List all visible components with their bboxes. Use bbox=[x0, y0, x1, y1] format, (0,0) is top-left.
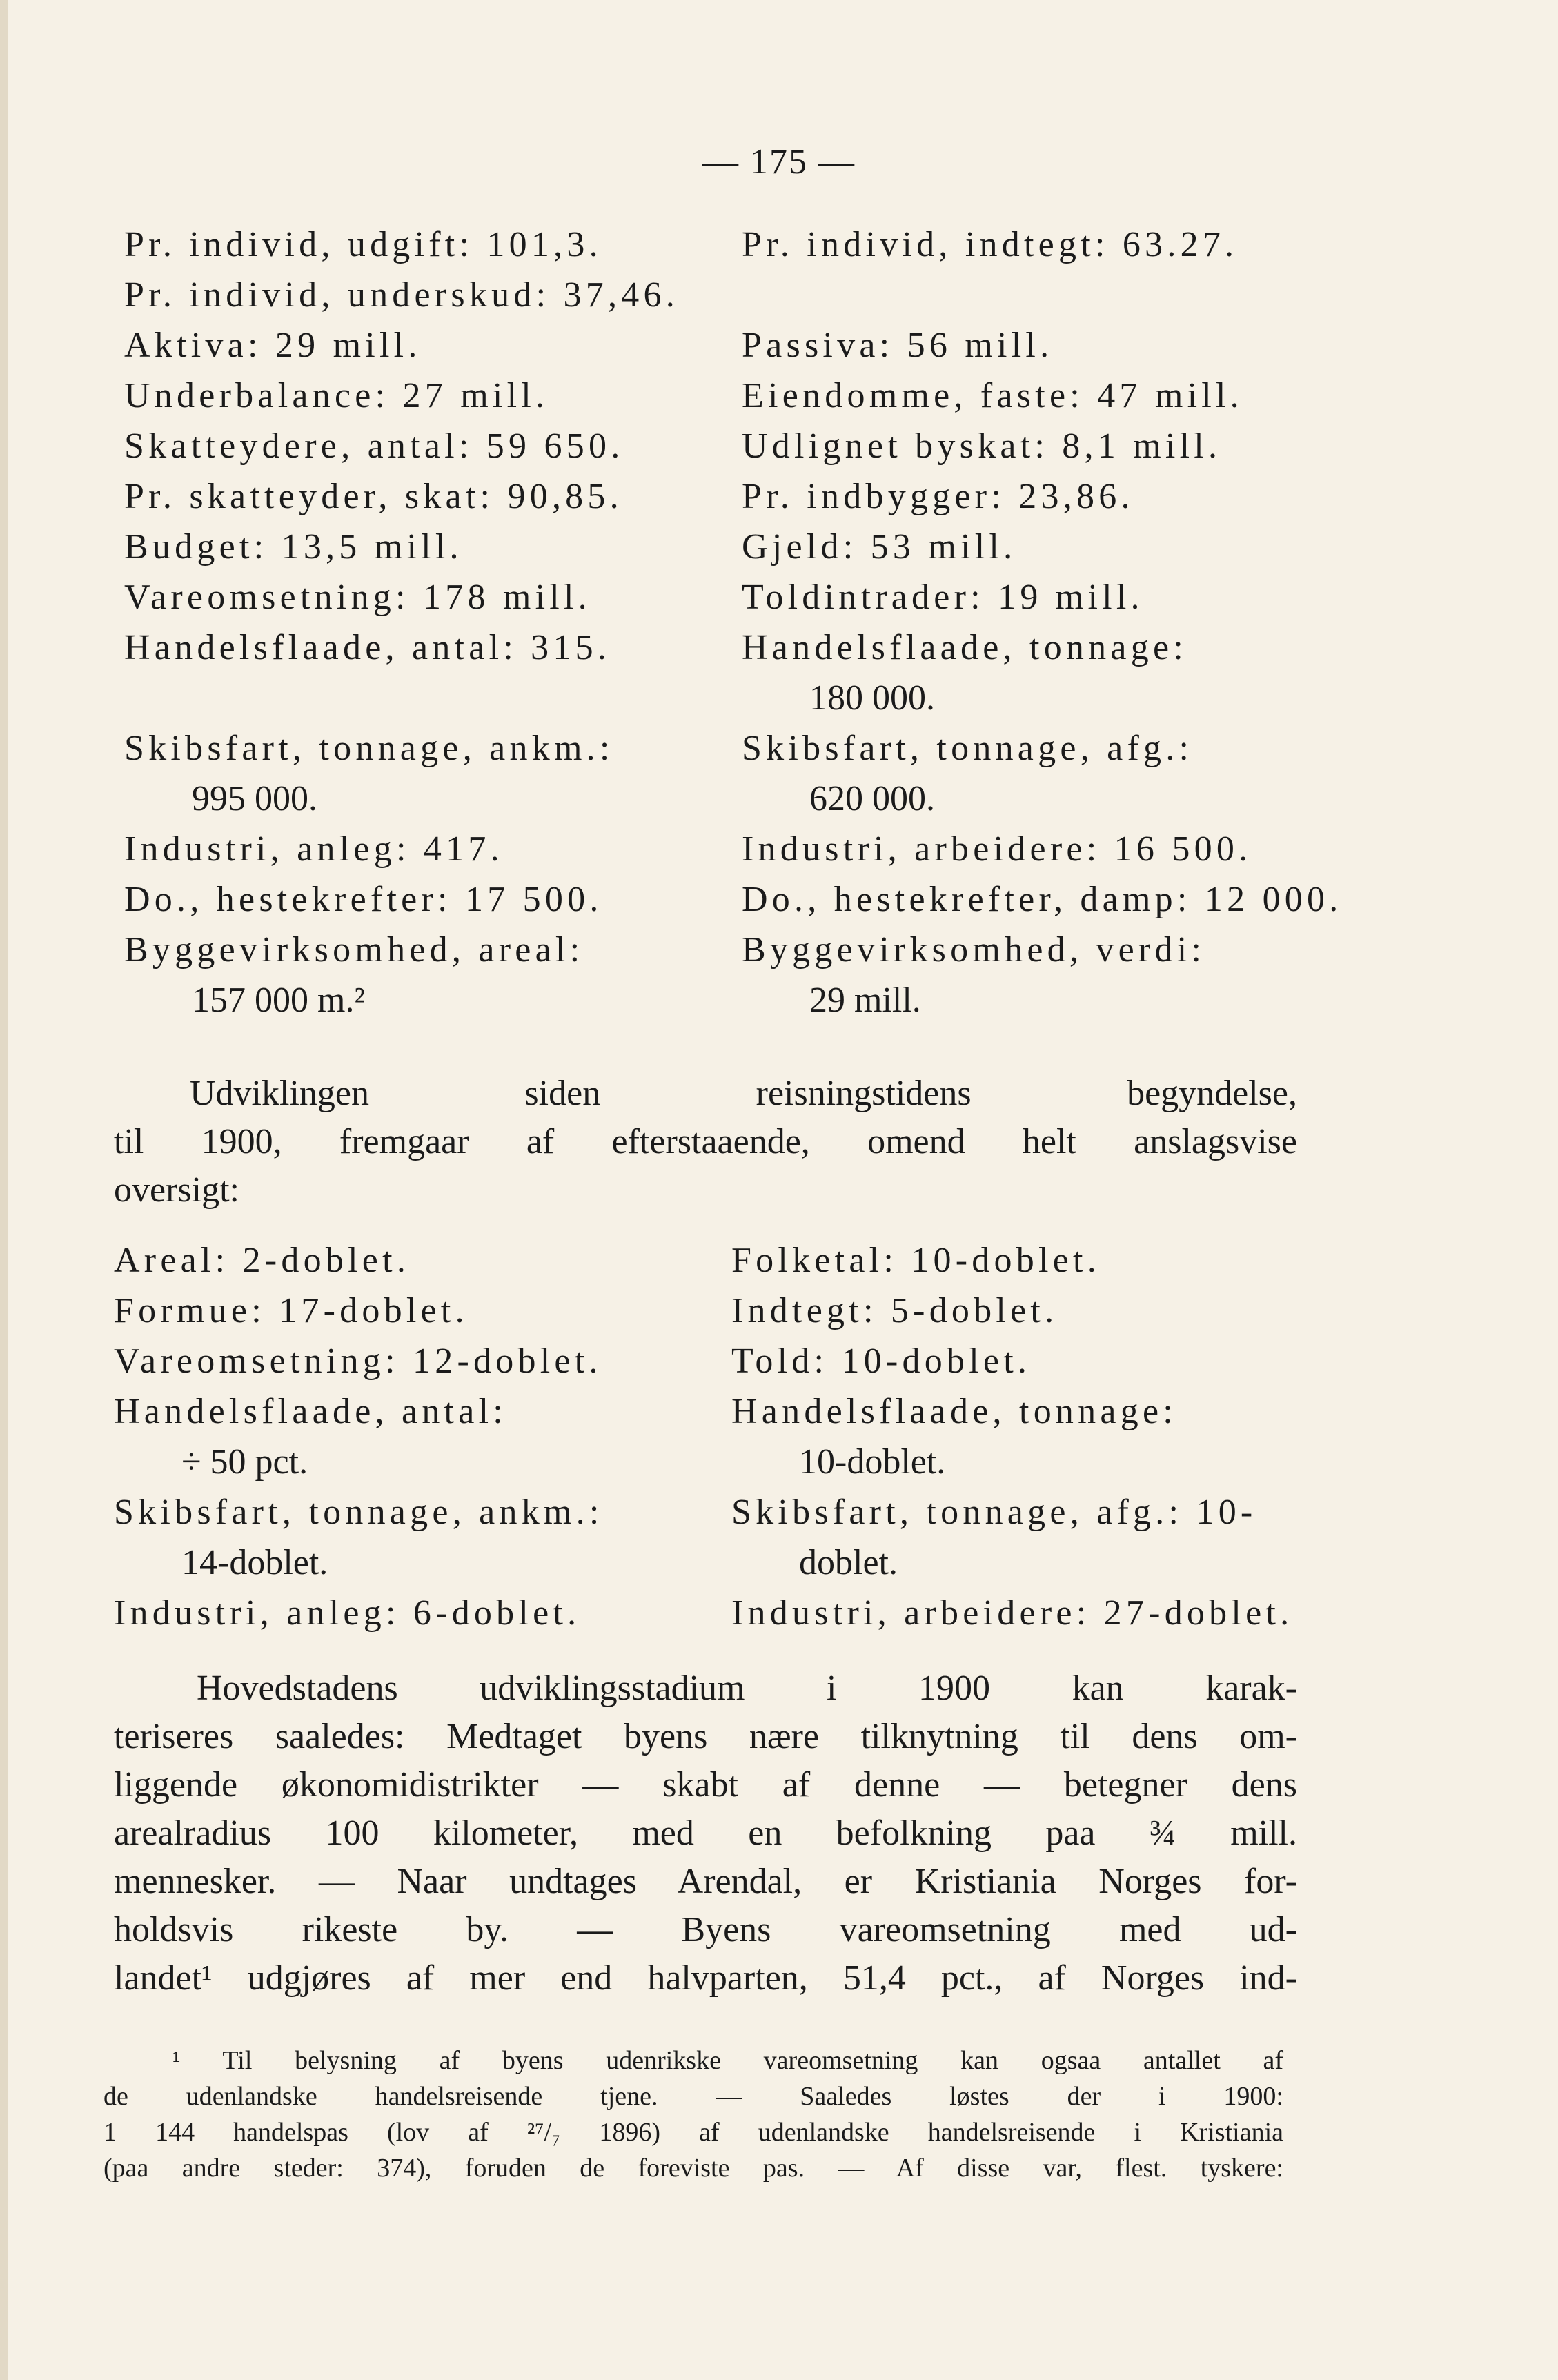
footnote-line: ¹ Til belysning af byens udenrikske vareomsetning kan ogsaa antallet af bbox=[172, 2046, 1283, 2075]
stat-line: Handelsflaade, antal: 315. bbox=[124, 628, 611, 667]
growth-line: Areal: 2-doblet. bbox=[114, 1241, 411, 1280]
stat-line: Passiva: 56 mill. bbox=[742, 326, 1054, 365]
stat-line: Industri, anleg: 417. bbox=[124, 829, 504, 869]
stats-left-column bbox=[124, 219, 679, 1025]
body-paragraph bbox=[114, 1664, 1297, 2003]
growth-line: Handelsflaade, antal: bbox=[114, 1392, 507, 1431]
stat-line: Byggevirksomhed, verdi: bbox=[742, 930, 1206, 970]
growth-line: 14-doblet. bbox=[181, 1543, 328, 1582]
growth-line: doblet. bbox=[799, 1543, 898, 1582]
footnote-line: de udenlandske handelsreisende tjene. — Saaledes løstes der i 1900: bbox=[103, 2082, 1283, 2111]
page-number: — 175 — bbox=[702, 142, 856, 181]
stat-gap bbox=[124, 673, 679, 723]
growth-left-column bbox=[114, 1235, 604, 1638]
footnote-line: (paa andre steder: 374), foruden de foreviste pas. — Af disse var, flest. tyskere: bbox=[103, 2154, 1283, 2183]
stat-line: Pr. individ, udgift: 101,3. bbox=[124, 225, 602, 264]
stat-line: Udlignet byskat: 8,1 mill. bbox=[742, 426, 1222, 466]
stat-line: Budget: 13,5 mill. bbox=[124, 527, 463, 567]
growth-line: Indtegt: 5-doblet. bbox=[731, 1291, 1058, 1330]
growth-line: Skibsfart, tonnage, afg.: 10- bbox=[731, 1493, 1257, 1532]
body-line: teriseres saaledes: Medtaget byens nære tilknytning til dens om- bbox=[114, 1717, 1297, 1756]
growth-line: Skibsfart, tonnage, ankm.: bbox=[114, 1493, 604, 1532]
stats-right-column bbox=[742, 219, 1343, 1025]
intro-line: Udviklingen siden reisningstidens begyndelse, bbox=[190, 1074, 1297, 1113]
stat-line: Handelsflaade, tonnage: bbox=[742, 628, 1187, 667]
growth-line: Industri, arbeidere: 27-doblet. bbox=[731, 1593, 1294, 1633]
stat-line: Underbalance: 27 mill. bbox=[124, 376, 549, 415]
growth-line: 10-doblet. bbox=[799, 1442, 946, 1482]
growth-line: Industri, anleg: 6-doblet. bbox=[114, 1593, 581, 1633]
body-line: holdsvis rikeste by. — Byens vareomsetning med ud- bbox=[114, 1910, 1297, 1949]
growth-line: Told: 10-doblet. bbox=[731, 1341, 1032, 1381]
stat-line: Vareomsetning: 178 mill. bbox=[124, 578, 591, 617]
intro-paragraph bbox=[114, 1070, 1297, 1214]
footnote-line: 1 144 handelspas (lov af ²⁷/₇ 1896) af udenlandske handelsreisende i Kristiania bbox=[103, 2118, 1283, 2147]
stat-line: Pr. skatteyder, skat: 90,85. bbox=[124, 477, 623, 516]
stat-line: 29 mill. bbox=[809, 981, 921, 1020]
stat-line: Gjeld: 53 mill. bbox=[742, 527, 1017, 567]
footnote bbox=[103, 2043, 1283, 2186]
stat-line: 620 000. bbox=[809, 779, 935, 818]
stat-line: Pr. individ, underskud: 37,46. bbox=[124, 275, 679, 315]
stat-line: Pr. individ, indtegt: 63.27. bbox=[742, 225, 1239, 264]
stat-line: Skibsfart, tonnage, afg.: bbox=[742, 729, 1194, 768]
stat-line: Eiendomme, faste: 47 mill. bbox=[742, 376, 1243, 415]
growth-line: Formue: 17-doblet. bbox=[114, 1291, 469, 1330]
growth-line: Handelsflaade, tonnage: bbox=[731, 1392, 1177, 1431]
stat-line: Do., hestekrefter: 17 500. bbox=[124, 880, 603, 919]
stat-line: Aktiva: 29 mill. bbox=[124, 326, 422, 365]
growth-line: Folketal: 10-doblet. bbox=[731, 1241, 1101, 1280]
stat-line: Byggevirksomhed, areal: bbox=[124, 930, 584, 970]
stat-line: Toldintrader: 19 mill. bbox=[742, 578, 1144, 617]
body-line: arealradius 100 kilometer, med en befolkning paa ¾ mill. bbox=[114, 1813, 1297, 1853]
stat-line: 995 000. bbox=[192, 779, 317, 818]
growth-line: Vareomsetning: 12-doblet. bbox=[114, 1341, 602, 1381]
growth-line: ÷ 50 pct. bbox=[181, 1442, 308, 1482]
body-line: landet¹ udgjøres af mer end halvparten, 51,4 pct., af Norges ind- bbox=[114, 1958, 1297, 1998]
intro-line: oversigt: bbox=[114, 1170, 239, 1210]
intro-line: til 1900, fremgaar af efterstaaende, omend helt anslagsvise bbox=[114, 1122, 1297, 1161]
stat-line: Pr. indbygger: 23,86. bbox=[742, 477, 1134, 516]
page-edge bbox=[0, 0, 8, 2380]
stat-line: 180 000. bbox=[809, 678, 935, 718]
stat-line: 157 000 m.² bbox=[192, 981, 366, 1020]
stat-line: Do., hestekrefter, damp: 12 000. bbox=[742, 880, 1343, 919]
stat-line: Skibsfart, tonnage, ankm.: bbox=[124, 729, 614, 768]
body-line: mennesker. — Naar undtages Arendal, er Kristiania Norges for- bbox=[114, 1862, 1297, 1901]
growth-right-column bbox=[731, 1235, 1293, 1638]
stat-gap bbox=[742, 270, 1343, 320]
stat-line: Skatteydere, antal: 59 650. bbox=[124, 426, 624, 466]
body-line: Hovedstadens udviklingsstadium i 1900 kan karak- bbox=[197, 1669, 1297, 1708]
body-line: liggende økonomidistrikter — skabt af denne — betegner dens bbox=[114, 1765, 1297, 1804]
stat-line: Industri, arbeidere: 16 500. bbox=[742, 829, 1252, 869]
